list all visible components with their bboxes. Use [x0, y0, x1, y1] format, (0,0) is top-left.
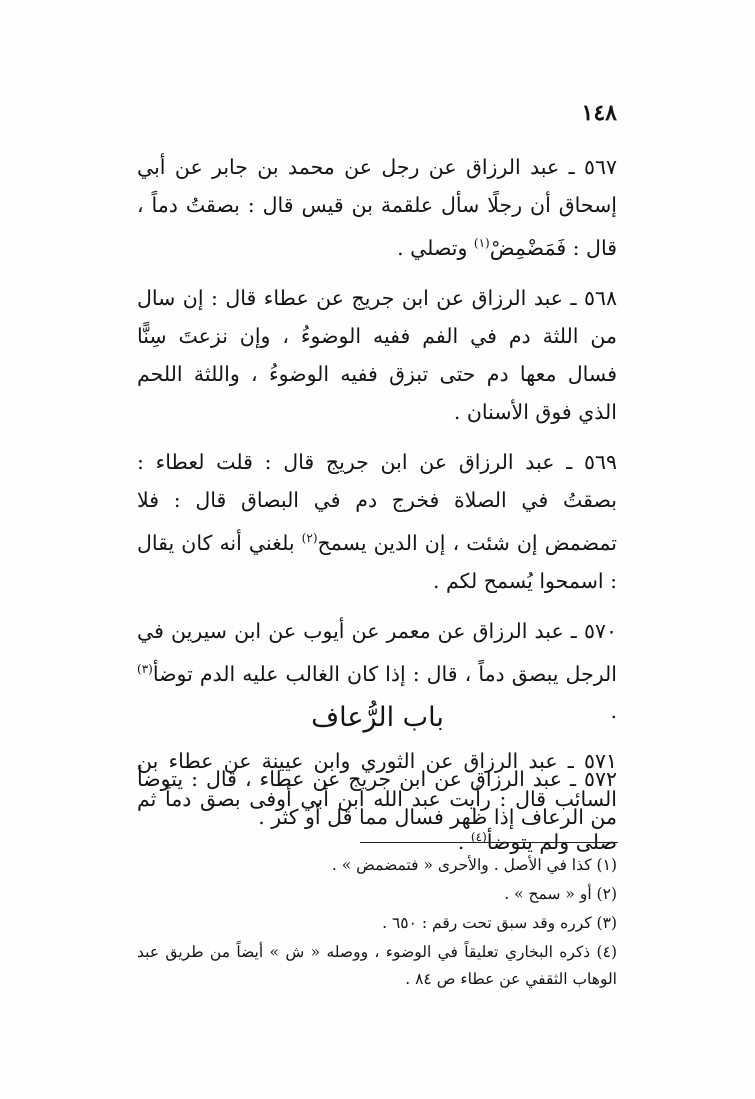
- page-number: ١٤٨: [581, 100, 617, 126]
- footnote-4: (٤) ذكره البخاري تعليقاً في الوضوء ، ووصله « ش » أيضاً من طريق عبد الوهاب الثقفي عن عطاء ص ٨٤ .: [137, 943, 617, 988]
- entry-text-tail: .: [457, 830, 465, 855]
- entry-number: ٥٧٠: [583, 618, 617, 643]
- entry-text: عبد الرزاق عن رجل عن محمد بن جابر عن أبي إسحاق أن رجلًا سأل علقمة بن قيس قال : بصقتُ دماً ، قال : فَمَضْمِضْ: [137, 155, 617, 260]
- entry-text-tail: بلغني أنه كان يقال : اسمحوا يُسمح لكم .: [137, 530, 617, 593]
- entry-number: ٥٧١: [583, 749, 617, 774]
- entry-text-tail: .: [610, 699, 617, 724]
- footnote-ref: (٤): [470, 830, 487, 845]
- chapter-title: باب الرُّعاف: [311, 702, 444, 733]
- hadith-entry-567: ٥٦٧ ـ عبد الرزاق عن رجل عن محمد بن جابر عن أبي إسحاق أن رجلًا سأل علقمة بن قيس قال : بصقتُ دماً ، قال : فَمَضْمِضْ$^{(١)}$ وتصلي .: [137, 155, 617, 260]
- footnote-2: (٢) أو « سمح » .: [504, 885, 617, 903]
- footnote-ref: (١): [473, 236, 490, 250]
- footnote-3: (٣) كرره وقد سبق تحت رقم : ٦٥٠ .: [382, 914, 617, 932]
- entry-text: عبد الرزاق عن ابن جريج قال : قلت لعطاء : بصقتُ في الصلاة فخرج دم في البصاق قال : فلا تمضمض إن شئت ، إن الدين يسمح: [137, 449, 617, 555]
- footnote-ref: (٢): [301, 530, 318, 545]
- entry-number: ٥٦٨: [583, 285, 617, 310]
- hadith-entry-568: ٥٦٨ ـ عبد الرزاق عن ابن جريج عن عطاء قال : إن سال من اللثة دم في الفم ففيه الوضوءُ ، وإن نزعتَ سِنًّا فسال معها دم حتى تبزق ففيه الوضوءُ ، واللثة اللحم الذي فوق الأسنان .: [137, 285, 617, 424]
- entry-text: عبد الرزاق عن معمر عن أيوب عن ابن سيرين في الرجل يبصق دماً ، قال : إذا كان الغالب عليه الدم توضأ: [137, 618, 617, 686]
- entry-text: عبد الرزاق عن الثوري وابن عيينة عن عطاء بن السائب قال : رأيت عبد الله ابن أبي أوفى بصق دماً ثم صلى ولم يتوضأ: [137, 749, 617, 855]
- hadith-entry-571: ٥٧١ ـ عبد الرزاق عن الثوري وابن عيينة عن عطاء بن السائب قال : رأيت عبد الله ابن أبي أوفى بصق دماً ثم صلى ولم يتوضأ$^{(٤)}$ .: [137, 749, 617, 855]
- footnote-ref: (٣): [137, 661, 153, 676]
- entry-text-tail: وتصلي .: [397, 235, 468, 260]
- entry-number: ٥٦٧: [583, 155, 617, 179]
- entry-text: عبد الرزاق عن ابن جريج عن عطاء ، قال : يتوضأ من الرعاف إذا ظهر فسال مما قل أو كثر .: [137, 767, 617, 829]
- hadith-entry-569: ٥٦٩ ـ عبد الرزاق عن ابن جريج قال : قلت لعطاء : بصقتُ في الصلاة فخرج دم في البصاق قال : فلا تمضمض إن شئت ، إن الدين يسمح$^{(٢)}$ بلغني أنه كان يقال : اسمحوا يُسمح لكم .: [137, 449, 617, 593]
- entry-number: ٥٦٩: [583, 449, 617, 474]
- footnotes: [137, 852, 617, 995]
- entry-text: عبد الرزاق عن ابن جريج عن عطاء قال : إن سال من اللثة دم في الفم ففيه الوضوءُ ، وإن نزعتَ سِنًّا فسال معها دم حتى تبزق ففيه الوضوءُ ، واللثة اللحم الذي فوق الأسنان .: [137, 285, 617, 424]
- entry-number: ٥٧٢: [583, 767, 617, 791]
- hadith-entry-572: ٥٧٢ ـ عبد الرزاق عن ابن جريج عن عطاء ، قال : يتوضأ من الرعاف إذا ظهر فسال مما قل أو كثر .: [137, 767, 617, 829]
- footnote-1: (١) كذا في الأصل . والأحرى « فتمضمض » .: [331, 856, 617, 874]
- chapter-entries: [137, 760, 617, 848]
- footnote-divider: [360, 842, 618, 843]
- hadith-entry-570: ٥٧٠ ـ عبد الرزاق عن معمر عن أيوب عن ابن سيرين في الرجل يبصق دماً ، قال : إذا كان الغالب عليه الدم توضأ$^{(٣)}$ .: [137, 618, 617, 724]
